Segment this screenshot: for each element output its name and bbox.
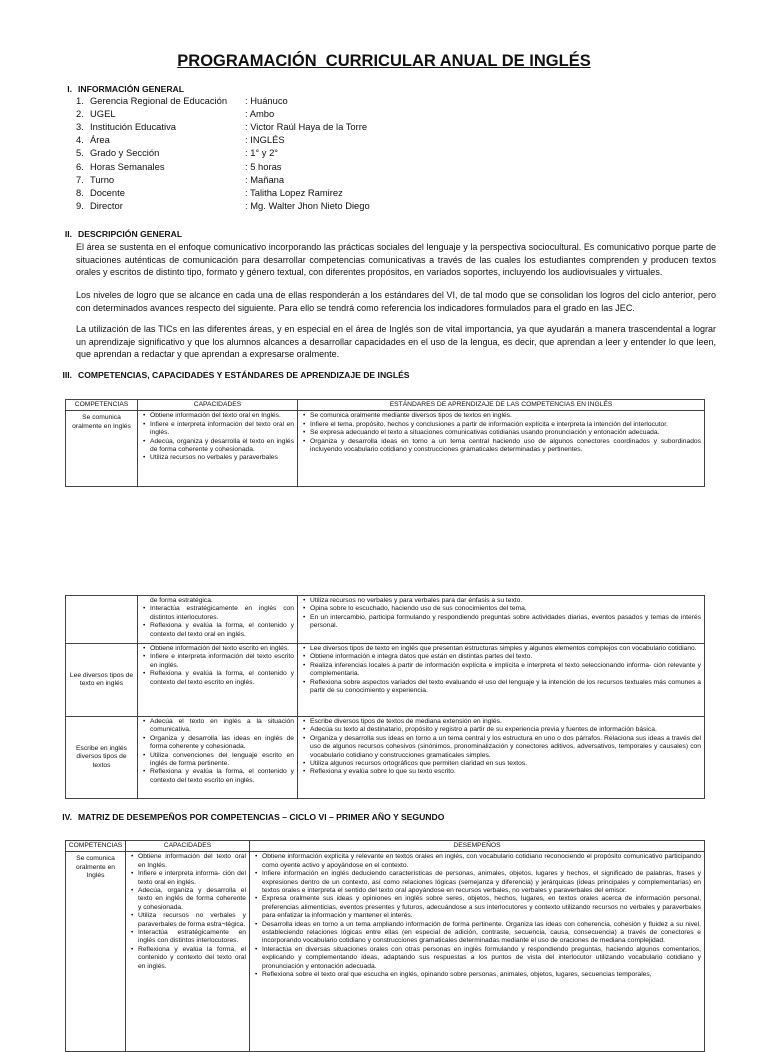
document-title: PROGRAMACIÓN CURRICULAR ANUAL DE INGLÉS — [177, 52, 591, 70]
bullet-list — [141, 605, 294, 639]
col-header-capacidades: CAPACIDADES — [126, 841, 250, 852]
info-value: : INGLÉS — [245, 134, 285, 146]
list-item: • En un intercambio, participa formulando y respondiendo preguntas sobre actividades diarias, eventos pasados y temas de interés personal. — [310, 614, 701, 631]
info-label: Horas Semanales — [90, 160, 165, 172]
capacities-cell — [138, 717, 298, 799]
info-row — [76, 108, 275, 121]
info-number: 8. — [76, 186, 84, 198]
standards-cell — [298, 717, 705, 799]
list-item: • Reflexiona sobre aspectos variados del texto evaluando el uso del lenguaje y la intención de los recursos textuales más comunes a partir de su conocimiento y experiencia. — [310, 679, 701, 696]
section-3-label: COMPETENCIAS, CAPACIDADES Y ESTÁNDARES DE APRENDIZAJE DE INGLÉS — [78, 370, 410, 380]
info-value: : Ambo — [245, 108, 275, 120]
section-4-number: IV. — [62, 812, 72, 822]
section-3-number: III. — [62, 370, 72, 380]
info-value: : 5 horas — [245, 160, 282, 172]
list-item: • Adecúa, organiza y desarrolla el texto en inglés de forma coherente y cohesionada. — [150, 438, 294, 455]
info-value: : Talitha Lopez Ramirez — [245, 186, 343, 198]
description-paragraph-2: Los niveles de logro que se alcance en cada una de ellas responderán a los estándares del VI, de tal modo que se consolidan los logros del ciclo anterior, pero con determinados avances respecto del siguiente. Para ello se tendrá como referencia los indicadores formulados para el grado en las JEC. — [76, 290, 716, 313]
section-2-label: DESCRIPCIÓN GENERAL — [78, 229, 183, 239]
performance-matrix-table — [65, 840, 705, 1052]
col-header-competencias: COMPETENCIAS — [66, 400, 138, 411]
capacities-cell — [138, 596, 298, 644]
list-item: • Lee diversos tipos de texto en inglés que presentan estructuras simples y algunos elementos complejos con vocabulario cotidiano. — [310, 645, 701, 653]
list-item: • Obtiene información del texto oral en Inglés. — [138, 853, 246, 870]
list-item: • Interactúa estratégicamente en inglés con distintos interlocutores. — [150, 605, 294, 622]
capacities-cell — [138, 644, 298, 717]
section-3-heading — [62, 370, 410, 380]
list-item: • Adecúa su texto al destinatario, propósito y registro a partir de su experiencia previa y fuentes de información básica. — [310, 726, 701, 734]
capacities-cell — [138, 411, 298, 487]
info-number: 7. — [76, 173, 84, 185]
list-item: • Utiliza algunos recursos ortográficos que permiten claridad en sus textos. — [310, 760, 701, 768]
info-value: : Huánuco — [245, 95, 288, 106]
list-item: • Utiliza convenciones del lenguaje escrito en inglés de forma pertinente. — [150, 752, 294, 769]
competency-cell: Se comunica oralmente en Inglés — [66, 852, 126, 1052]
standards-cell — [298, 411, 705, 487]
bullet-list — [301, 597, 701, 631]
info-label: Docente — [90, 186, 125, 198]
info-row — [76, 160, 282, 174]
info-row — [76, 121, 368, 134]
list-item: • Realiza inferencias locales a partir de información explícita e implícita e interpreta el texto seleccionando informa- ción relevante y complementaria. — [310, 662, 701, 679]
list-item: • Obtiene información explícita y relevante en textos orales en inglés, con vocabulario cotidiano reconociendo el propósito comunicativo participando como oyente activo y apoyándose en el contexto. — [262, 853, 701, 870]
list-item: • Obtiene información del texto oral en Inglés. — [150, 412, 294, 420]
col-header-capacidades: CAPACIDADES — [138, 400, 298, 411]
standards-table — [65, 399, 705, 487]
competency-cell: Escribe en inglés diversos tipos de textos — [66, 717, 138, 799]
section-4-heading — [62, 812, 445, 822]
info-label: Institución Educativa — [90, 121, 176, 133]
list-item: • Organiza y desarrolla sus ideas en torno a un tema central y los estructura en uno o dos párrafos. Relaciona sus ideas a través del uso de algunos recursos cohesivos (sinónimos, pronominalización y conectores aditivos, adversativos, temporales y causales) con vocabulario cotidiano y construcciones gramaticales simples. — [310, 735, 701, 760]
col-header-desempenos: DESEMPEÑOS — [250, 841, 705, 852]
list-item: • Organiza y desarrolla las ideas en inglés de forma coherente y cohesionada. — [150, 735, 294, 752]
info-label: UGEL — [90, 108, 116, 120]
bullet-list — [301, 412, 701, 454]
info-row — [76, 134, 285, 147]
list-item: • Infiere el tema, propósito, hechos y conclusiones a partir de información explícita e interpreta la intención del interlocutor. — [310, 421, 701, 429]
section-4-label: MATRIZ DE DESEMPEÑOS POR COMPETENCIAS – CICLO VI – PRIMER AÑO Y SEGUNDO — [78, 812, 445, 822]
list-item: • Se comunica oralmente mediante diversos tipos de textos en inglés. — [310, 412, 701, 420]
list-item: • Se expresa adecuando el texto a situaciones comunicativas cotidianas usando pronunciación y entonación adecuada. — [310, 429, 701, 437]
bullet-list — [253, 853, 701, 979]
info-row — [76, 199, 370, 213]
section-1-number: I. — [67, 84, 72, 94]
info-label: Área — [90, 134, 110, 146]
info-row — [76, 147, 279, 160]
col-header-estandares: ESTÁNDARES DE APRENDIZAJE DE LAS COMPETENCIAS EN INGLÉS — [298, 400, 705, 411]
info-value: : 1° y 2° — [245, 147, 279, 159]
info-value: : Mañana — [245, 173, 285, 185]
list-item: • Opina sobre lo escuchado, haciendo uso de sus conocimientos del tema. — [310, 605, 701, 613]
list-item: • Reflexiona y evalúa la forma, el contenido y contexto del texto escrito en inglés. — [150, 768, 294, 785]
competency-cell: Lee diversos tipos de texto en inglés — [66, 644, 138, 717]
competency-cell: Se comunica oralmente en Inglés — [66, 411, 138, 487]
info-number: 1. — [76, 95, 84, 106]
list-item: • Obtiene información e integra datos que están en distintas partes del texto. — [310, 653, 701, 661]
info-number: 5. — [76, 147, 84, 159]
info-number: 6. — [76, 160, 84, 172]
list-item: • Reflexiona y evalúa la forma, el contenido y contexto del texto oral en inglés. — [150, 622, 294, 639]
info-row — [76, 186, 343, 200]
list-item: • Adecúa, organiza y desarrolla el texto en inglés de forma coherente y cohesionada. — [138, 887, 246, 912]
list-item: • Infiere e interpreta información del texto oral en inglés. — [150, 421, 294, 438]
list-item: • Utiliza recursos no verbales y paraverbales de forma estra¬tégica. — [138, 912, 246, 929]
info-label: Turno — [90, 173, 115, 185]
bullet-list — [141, 412, 294, 462]
section-2-heading — [64, 229, 183, 239]
info-number: 3. — [76, 121, 84, 133]
section-2-number: II. — [64, 229, 72, 239]
list-item: • Escribe diversos tipos de textos de mediana extensión en inglés. — [310, 718, 701, 726]
section-1-label: INFORMACIÓN GENERAL — [78, 84, 184, 94]
info-row — [76, 173, 285, 187]
list-item: • Reflexiona sobre el texto oral que escucha en inglés, opinando sobre personas, animales, objetos, lugares, secuencias temporales, — [262, 971, 701, 979]
section-1-heading — [67, 84, 184, 94]
performances-cell — [250, 852, 705, 1052]
list-item: • Infiere e interpreta informa- ción del texto oral en inglés. — [138, 870, 246, 887]
list-item: • Interactúa en diversas situaciones orales con otras personas en inglés formulando y respondiendo preguntas, haciendo algunos comentarios, explicando y complementando ideas, adaptando sus respuestas a los puntos de vista del interlocutor utilizando vocabulario cotidiano y pronunciación y entonación adecuada. — [262, 946, 701, 971]
bullet-list — [141, 645, 294, 687]
list-item: • Utiliza recursos no verbales y paraverbales — [150, 454, 294, 462]
list-item: • Infiere e interpreta información del texto escrito en inglés. — [150, 653, 294, 670]
bullet-list — [301, 718, 701, 777]
capacities-cell — [126, 852, 250, 1052]
list-item: • Reflexiona y evalúa sobre lo que su texto escrito. — [310, 768, 701, 776]
info-value: : Victor Raúl Haya de la Torre — [245, 121, 368, 133]
list-item: • Infiere información en inglés deduciendo características de personas, animales, objetos, lugares y hechos, el significado de palabras, frases y expresiones dentro de un contexto, así como relaciones lógicas (semejanza y diferencia) y jerárquicas (ideas principales y complementarias) en textos orales e interpreta el sentido del texto oral apoyándose en recursos verbales, no verbales y paraverbales del emisor. — [262, 870, 701, 895]
info-number: 9. — [76, 199, 84, 211]
description-paragraph-3: La utilización de las TICs en las diferentes áreas, y en especial en el área de Inglés son de vital importancia, ya que ayudarán a manera trascendental a lograr un aprendizaje significativo y que los alumnos alcances a desarrollar capacidades en el uso de la lengua, es decir, que aprendan a leer y entender lo que leen, que aprendan a redactar y que aprendan a expresarse oralmente. — [76, 324, 716, 360]
info-value: : Mg. Walter Jhon Nieto Diego — [245, 199, 370, 211]
info-label: Gerencia Regional de Educación — [90, 95, 228, 106]
bullet-list — [141, 718, 294, 785]
list-item: • Expresa oralmente sus ideas y opiniones en inglés sobre seres, objetos, hechos, lugares, en textos orales acerca de información personal, preferencias alimenticias, eventos presentes y futuros, adecuándose a sus interlocutores y contexto utilizando recursos no verbales y paraverbales para enfatizar la información y mantener el interés. — [262, 895, 701, 920]
col-header-competencias: COMPETENCIAS — [66, 841, 126, 852]
capacity-continuation: de forma estratégica. — [150, 597, 213, 604]
standards-cell — [298, 596, 705, 644]
list-item: • Reflexiona y evalúa la forma, el contenido y contexto del texto escrito en inglés. — [150, 670, 294, 687]
info-label: Grado y Sección — [90, 147, 160, 159]
list-item: • Obtiene información del texto escrito en inglés. — [150, 645, 294, 653]
bullet-list — [301, 645, 701, 695]
info-number: 2. — [76, 108, 84, 120]
info-number: 4. — [76, 134, 84, 146]
list-item: • Adecúa el texto en inglés a la situación comunicativa. — [150, 718, 294, 735]
list-item: • Utiliza recursos no verbales y para verbales para dar énfasis a su texto. — [310, 597, 701, 605]
standards-table-continued — [65, 595, 705, 799]
info-label: Director — [90, 199, 123, 211]
list-item: • Reflexiona y evalúa la forma, el contenido y contexto del texto oral en inglés. — [138, 946, 246, 971]
list-item: • Interactúa estratégicamente en inglés con distintos interlocutores. — [138, 929, 246, 946]
standards-cell — [298, 644, 705, 717]
bullet-list — [129, 853, 246, 971]
description-paragraph-1: El área se sustenta en el enfoque comunicativo incorporando las prácticas sociales del lenguaje y la perspectiva sociocultural. Es comunicativo porque parte de situaciones auténticas de comunicación para desarrollar competencias comunicativas a través de las cuales los estudiantes comprenden y producen textos orales y escritos de distinto tipo, formato y género textual, con diferentes propósitos, en variados soportes, incluyendo los audiovisuales y virtuales. — [76, 242, 716, 278]
list-item: • Desarrolla ideas en torno a un tema ampliando información de forma pertinente. Organiza las ideas con coherencia, cohesión y fluidez a su nivel, estableciendo relaciones lógicas entre ellas (en especial de adición, contraste, secuencia, causa, consecuencia) a través de conectores e incorporando vocabulario cotidiano y construcciones gramaticales determinadas mediante el uso de oraciones de mediana complejidad. — [262, 921, 701, 946]
list-item: • Organiza y desarrolla ideas en torno a un tema central haciendo uso de algunos conectores coordinados y subordinados incluyendo vocabulario cotidiano y construcciones gramaticales determinadas y pertinentes. — [310, 438, 701, 455]
info-row — [76, 95, 288, 108]
competency-cell — [66, 596, 138, 644]
